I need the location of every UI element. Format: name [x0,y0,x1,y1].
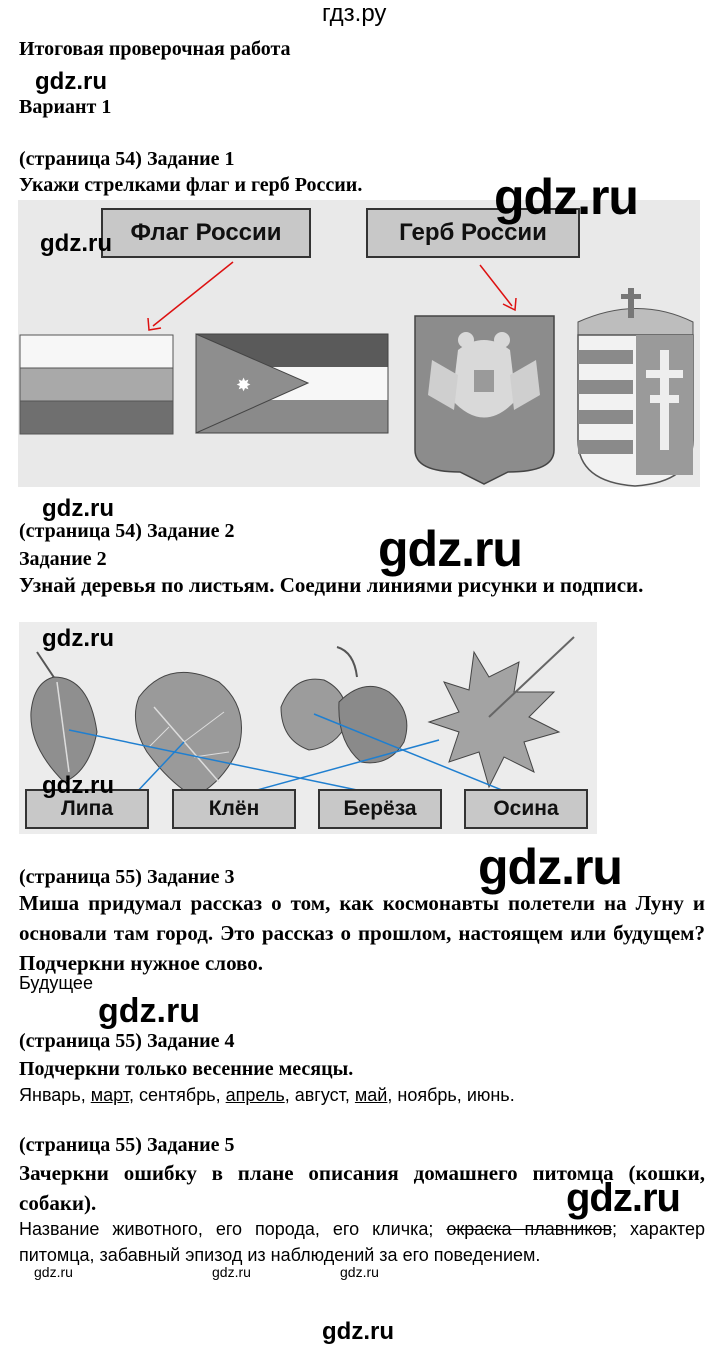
russia-coat-icon [415,316,554,484]
label-maple: Клён [172,789,296,829]
linden-leaf-icon [135,672,241,797]
task5-answer [19,1216,705,1268]
month-june: июнь [466,1085,510,1105]
russia-flag-icon [20,335,173,434]
answer-before: Название животного, его порода, его кличка; [19,1219,434,1239]
month-november: ноябрь [397,1085,457,1105]
maple-leaf-icon [429,637,574,787]
task3-answer: Будущее [19,973,93,993]
watermark: gdz.ru [98,992,200,1030]
month-april: апрель [225,1085,285,1105]
label-aspen: Осина [464,789,588,829]
watermark: gdz.ru [42,495,114,522]
watermark: gdz.ru [494,169,638,225]
task1-heading: (страница 54) Задание 1 [19,148,235,170]
watermark: gdz.ru [340,1264,379,1280]
task3-heading: (страница 55) Задание 3 [19,866,235,888]
watermark: gdz.ru [35,68,107,95]
label-flag-russia: Флаг России [101,208,311,258]
label-birch: Берёза [318,789,442,829]
watermark-top: гдз.ру [322,0,387,27]
task5-heading: (страница 55) Задание 5 [19,1134,235,1156]
watermark-bottom: gdz.ru [322,1318,394,1345]
svg-text:✸: ✸ [236,375,252,396]
answer-struck: окраска плавников [446,1219,613,1239]
separator: , [344,1085,355,1105]
watermark: gdz.ru [378,521,522,577]
watermark: gdz.ru [34,1264,73,1280]
variant-label: Вариант 1 [19,96,112,118]
other-coat-icon [578,288,693,486]
task2-subheading: Задание 2 [19,548,107,570]
task4-heading: (страница 55) Задание 4 [19,1030,235,1052]
task1-instruction: Укажи стрелками флаг и герб России. [19,174,363,196]
watermark: gdz.ru [42,625,114,652]
separator: , [284,1085,295,1105]
month-september: сентябрь [138,1085,216,1105]
task2-instruction: Узнай деревья по листьям. Соедини линиями рисунки и подписи. [19,573,644,597]
label-coat-russia: Герб России [366,208,580,258]
aspen-leaf-icon [281,647,407,763]
watermark: gdz.ru [40,230,112,257]
task2-heading: (страница 54) Задание 2 [19,520,235,542]
task4-answer [19,1082,515,1108]
task4-instruction: Подчеркни только весенние месяцы. [19,1058,354,1080]
watermark: gdz.ru [42,772,114,799]
other-flag-icon [196,334,388,433]
watermark: gdz.ru [566,1176,680,1220]
month-august: август [294,1085,345,1105]
page-title: Итоговая проверочная работа [19,38,291,60]
month-january: Январь [19,1085,81,1105]
separator: , [128,1085,139,1105]
month-may: май [354,1085,388,1105]
task5-instruction: Зачеркни ошибку в плане описания домашнего питомца (кошки, собаки). [19,1161,705,1215]
task3-instruction: Миша придумал рассказ о том, как космонавты полетели на Луну и основали там город. Это рассказ о прошлом, настоящем или будущем? Подчеркни нужное слово. [19,891,705,975]
label-linden: Липа [25,789,149,829]
birch-leaf-icon [31,652,97,782]
watermark: gdz.ru [478,839,622,895]
answer-after: ; характер питомца, забавный эпизод из наблюдений за его поведением. [19,1219,705,1265]
separator: , [387,1085,398,1105]
separator: , [456,1085,467,1105]
separator: , [80,1085,91,1105]
month-march: март [90,1085,129,1105]
watermark: gdz.ru [212,1264,251,1280]
separator: , [215,1085,226,1105]
period: . [509,1085,515,1105]
